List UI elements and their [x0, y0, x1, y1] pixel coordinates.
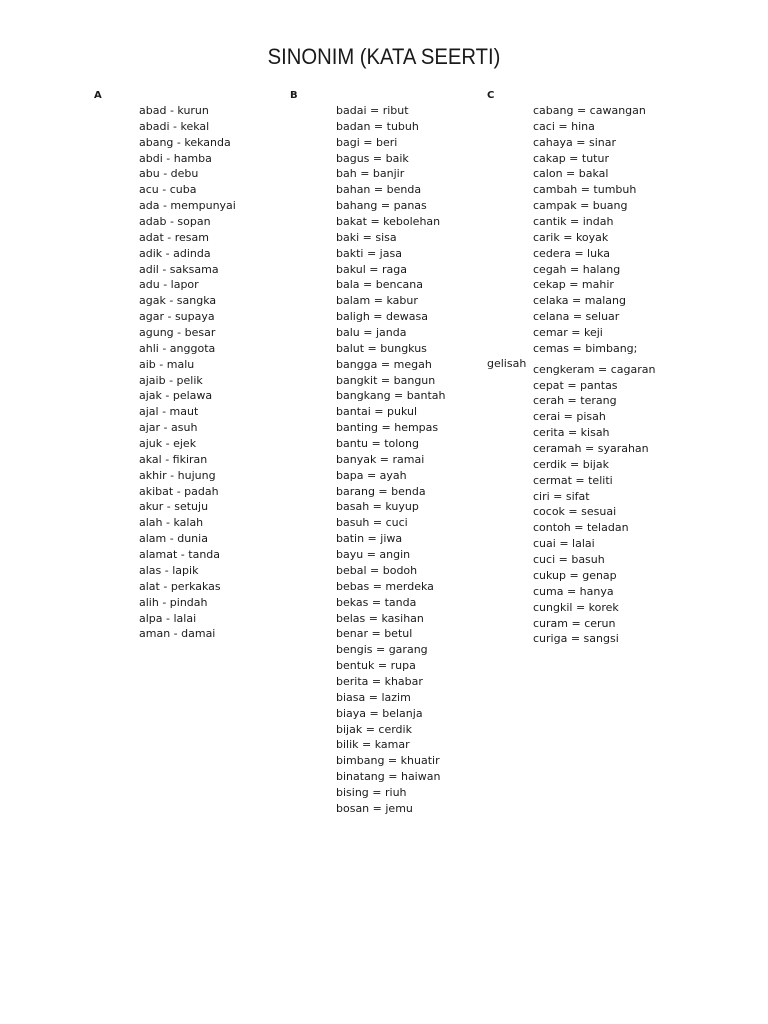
synonym-entry: aman - damai: [139, 627, 216, 641]
synonym-entry: curiga = sangsi: [533, 632, 619, 646]
synonym-entry: ciri = sifat: [533, 489, 590, 503]
synonym-entry: abdi - hamba: [139, 151, 212, 165]
synonym-entry: cedera = luka: [533, 246, 610, 260]
continuation-word: gelisah: [487, 357, 527, 370]
synonym-entry: adik - adinda: [139, 246, 211, 260]
synonym-entry: bising = riuh: [336, 785, 407, 799]
synonym-entry: alamat - tanda: [139, 548, 221, 562]
synonym-entry: contoh = teladan: [533, 521, 629, 535]
synonym-entry: cabang = cawangan: [533, 104, 646, 117]
synonym-entry: akal - fikiran: [139, 452, 208, 466]
synonym-entry: balam = kabur: [336, 294, 418, 308]
synonym-entry: bagi = beri: [336, 135, 398, 149]
synonym-entry: aib - malu: [139, 357, 195, 371]
synonym-entry: bantu = tolong: [336, 437, 419, 451]
synonym-entry: biasa = lazim: [336, 690, 411, 704]
synonym-entry: carik = koyak: [533, 230, 609, 244]
synonym-list-a: [139, 103, 236, 642]
synonym-entry: abang - kekanda: [139, 135, 231, 149]
synonym-entry: bijak = cerdik: [336, 722, 412, 736]
synonym-entry: celana = seluar: [533, 310, 620, 324]
synonym-entry: abadi - kekal: [139, 119, 210, 133]
synonym-entry: bakul = raga: [336, 262, 407, 276]
synonym-entry: bilik = kamar: [336, 738, 410, 752]
synonym-entry: caci = hina: [533, 119, 595, 133]
synonym-entry: bahan = benda: [336, 183, 422, 197]
synonym-entry: curam = cerun: [533, 616, 616, 630]
synonym-entry: badai = ribut: [336, 104, 409, 117]
synonym-entry: bapa = ayah: [336, 468, 407, 482]
synonym-entry: berita = khabar: [336, 674, 423, 688]
synonym-entry: calon = bakal: [533, 167, 609, 181]
synonym-entry: akur - setuju: [139, 500, 209, 514]
synonym-entry: cermat = teliti: [533, 473, 613, 487]
synonym-entry: bosan = jemu: [336, 801, 413, 815]
synonym-list-c: [533, 103, 655, 647]
synonym-entry: bah = banjir: [336, 167, 405, 181]
synonym-entry: alpa - lalai: [139, 611, 197, 625]
section-letter-a: A: [94, 90, 102, 101]
synonym-entry: ajuk - ejek: [139, 437, 197, 451]
synonym-entry: bangkang = bantah: [336, 389, 446, 403]
synonym-entry: bakat = kebolehan: [336, 215, 441, 229]
synonym-entry: cantik = indah: [533, 215, 614, 229]
synonym-entry: benar = betul: [336, 627, 413, 641]
synonym-entry: agung - besar: [139, 326, 216, 340]
synonym-entry: bakti = jasa: [336, 246, 402, 260]
page-title: SINONIM (KATA SEERTI): [267, 44, 501, 69]
synonym-entry: basuh = cuci: [336, 516, 408, 530]
synonym-entry: bahang = panas: [336, 199, 427, 213]
synonym-entry: akibat - padah: [139, 484, 219, 498]
synonym-entry: akhir - hujung: [139, 468, 216, 482]
synonym-entry: cuai = lalai: [533, 537, 595, 551]
synonym-entry: agak - sangka: [139, 294, 217, 308]
synonym-entry: badan = tubuh: [336, 119, 419, 133]
synonym-entry: barang = benda: [336, 484, 426, 498]
synonym-entry: cocok = sesuai: [533, 505, 617, 519]
synonym-entry: campak = buang: [533, 199, 628, 213]
synonym-entry: agar - supaya: [139, 310, 215, 324]
synonym-entry: adat - resam: [139, 230, 209, 244]
synonym-entry: bangkit = bangun: [336, 373, 436, 387]
section-letter-b: B: [290, 90, 298, 101]
synonym-entry: cukup = genap: [533, 568, 617, 582]
synonym-entry: cahaya = sinar: [533, 135, 616, 149]
synonym-entry: ajak - pelawa: [139, 389, 213, 403]
synonym-entry: bimbang = khuatir: [336, 754, 440, 768]
synonym-entry: cungkil = korek: [533, 600, 619, 614]
synonym-entry: abu - debu: [139, 167, 199, 181]
synonym-entry: abad - kurun: [139, 104, 209, 117]
synonym-entry: bayu = angin: [336, 548, 411, 562]
synonym-entry: bebas = merdeka: [336, 579, 434, 593]
synonym-entry: alih - pindah: [139, 595, 208, 609]
synonym-entry: alah - kalah: [139, 516, 204, 530]
synonym-entry: alat - perkakas: [139, 579, 221, 593]
synonym-entry: cemas = bimbang;: [533, 341, 638, 355]
synonym-entry: baligh = dewasa: [336, 310, 428, 324]
synonym-entry: ahli - anggota: [139, 341, 216, 355]
synonym-entry: bala = bencana: [336, 278, 423, 292]
synonym-entry: cerita = kisah: [533, 426, 610, 440]
synonym-entry: bagus = baik: [336, 151, 409, 165]
synonym-entry: batin = jiwa: [336, 532, 403, 546]
synonym-entry: cambah = tumbuh: [533, 183, 637, 197]
synonym-entry: bengis = garang: [336, 643, 428, 657]
synonym-entry: acu - cuba: [139, 183, 197, 197]
synonym-entry: balut = bungkus: [336, 341, 427, 355]
synonym-list-b: [336, 103, 445, 817]
synonym-entry: cerdik = bijak: [533, 457, 609, 471]
synonym-entry: biaya = belanja: [336, 706, 423, 720]
synonym-entry: cepat = pantas: [533, 378, 618, 392]
synonym-entry: celaka = malang: [533, 294, 626, 308]
synonym-entry: bantai = pukul: [336, 405, 418, 419]
synonym-entry: basah = kuyup: [336, 500, 419, 514]
synonym-entry: adab - sopan: [139, 215, 211, 229]
synonym-entry: baki = sisa: [336, 230, 397, 244]
synonym-entry: alam - dunia: [139, 532, 208, 546]
section-letter-c: C: [487, 90, 495, 101]
synonym-entry: ajaib - pelik: [139, 373, 203, 387]
synonym-entry: balu = janda: [336, 326, 407, 340]
synonym-entry: bangga = megah: [336, 357, 432, 371]
synonym-entry: bebal = bodoh: [336, 563, 418, 577]
synonym-entry: ada - mempunyai: [139, 199, 236, 213]
synonym-entry: bentuk = rupa: [336, 659, 416, 673]
synonym-entry: bekas = tanda: [336, 595, 417, 609]
synonym-entry: cekap = mahir: [533, 278, 614, 292]
synonym-entry: cerah = terang: [533, 394, 617, 408]
synonym-entry: adu - lapor: [139, 278, 199, 292]
synonym-entry: alas - lapik: [139, 563, 199, 577]
synonym-entry: banting = hempas: [336, 421, 439, 435]
synonym-entry: adil - saksama: [139, 262, 219, 276]
synonym-entry: ajar - asuh: [139, 421, 198, 435]
synonym-entry: ceramah = syarahan: [533, 442, 649, 456]
synonym-entry: ajal - maut: [139, 405, 199, 419]
synonym-entry: cakap = tutur: [533, 151, 609, 165]
synonym-entry: banyak = ramai: [336, 452, 425, 466]
synonym-entry: cegah = halang: [533, 262, 621, 276]
synonym-entry: cemar = keji: [533, 326, 603, 340]
synonym-entry: belas = kasihan: [336, 611, 424, 625]
synonym-entry: cerai = pisah: [533, 410, 606, 424]
synonym-entry: cengkeram = cagaran: [533, 362, 656, 376]
synonym-entry: binatang = haiwan: [336, 770, 441, 784]
synonym-entry: cuci = basuh: [533, 553, 605, 567]
synonym-entry: cuma = hanya: [533, 584, 614, 598]
